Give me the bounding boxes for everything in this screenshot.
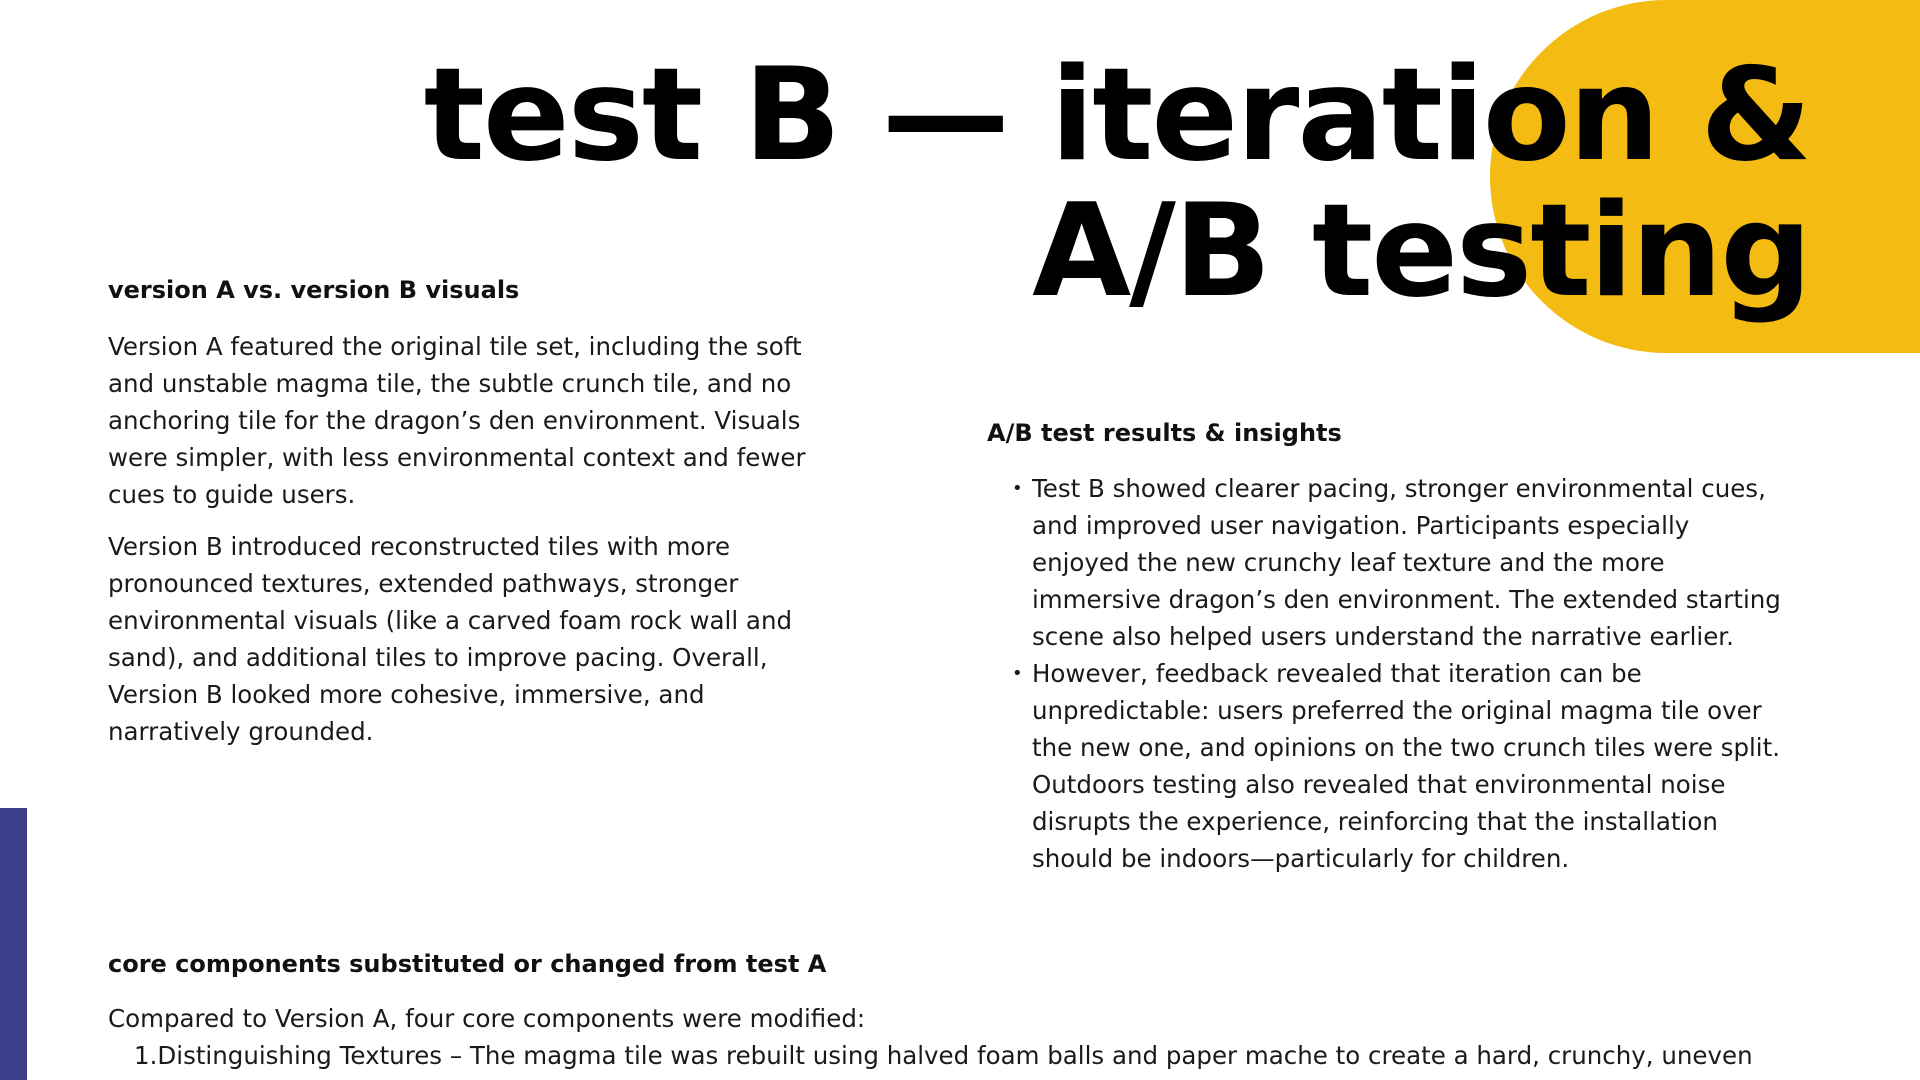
decorative-blue-bar (0, 808, 27, 1080)
list-item-text: Distinguishing Textures – The magma tile was rebuilt using halved foam balls and paper mache to create a hard, crunchy, uneven (157, 1041, 1753, 1070)
visuals-paragraph-version-a: Version A featured the original tile set, including the soft and unstable magma tile, the subtle crunch tile, and no anchoring tile for the dragon’s den environment. Visuals were simpler, with less environmental context and fewer cues to guide users. (108, 332, 806, 509)
results-heading: A/B test results & insights (987, 419, 1342, 447)
list-number: 1. (134, 1041, 158, 1070)
results-bullet-list (1012, 470, 1792, 877)
page-title-line-1: test B — iteration & (423, 41, 1810, 190)
components-numbered-list (108, 1037, 1908, 1074)
bullet-icon: • (1012, 663, 1023, 684)
page-title (423, 41, 1810, 326)
components-heading: core components substituted or changed from test A (108, 950, 827, 978)
visuals-heading: version A vs. version B visuals (108, 276, 520, 304)
bullet-text: However, feedback revealed that iteration can be unpredictable: users preferred the original magma tile over the new one, and opinions on the two crunch tiles were split. Outdoors testing also revealed that environmental noise disrupts the experience, reinforcing that the installation should be indoors—particularly for children. (1032, 659, 1781, 873)
bullet-icon: • (1012, 478, 1023, 499)
components-intro: Compared to Version A, four core components were modified: (108, 1004, 866, 1033)
visuals-paragraph-version-b: Version B introduced reconstructed tiles with more pronounced textures, extended pathways, stronger environmental visuals (like a carved foam rock wall and sand), and additional tiles to improve pacing. Overall, Version B looked more cohesive, immersive, and narratively grounded. (108, 532, 793, 746)
list-item (1012, 655, 1792, 877)
list-item (108, 1037, 1908, 1074)
list-item (1012, 470, 1792, 655)
page-title-line-2: A/B testing (1032, 177, 1810, 326)
bullet-text: Test B showed clearer pacing, stronger environmental cues, and improved user navigation. Participants especially enjoyed the new crunchy leaf texture and the more immersive dragon’s den environment. The extended starting scene also helped users understand the narrative earlier. (1032, 474, 1781, 651)
